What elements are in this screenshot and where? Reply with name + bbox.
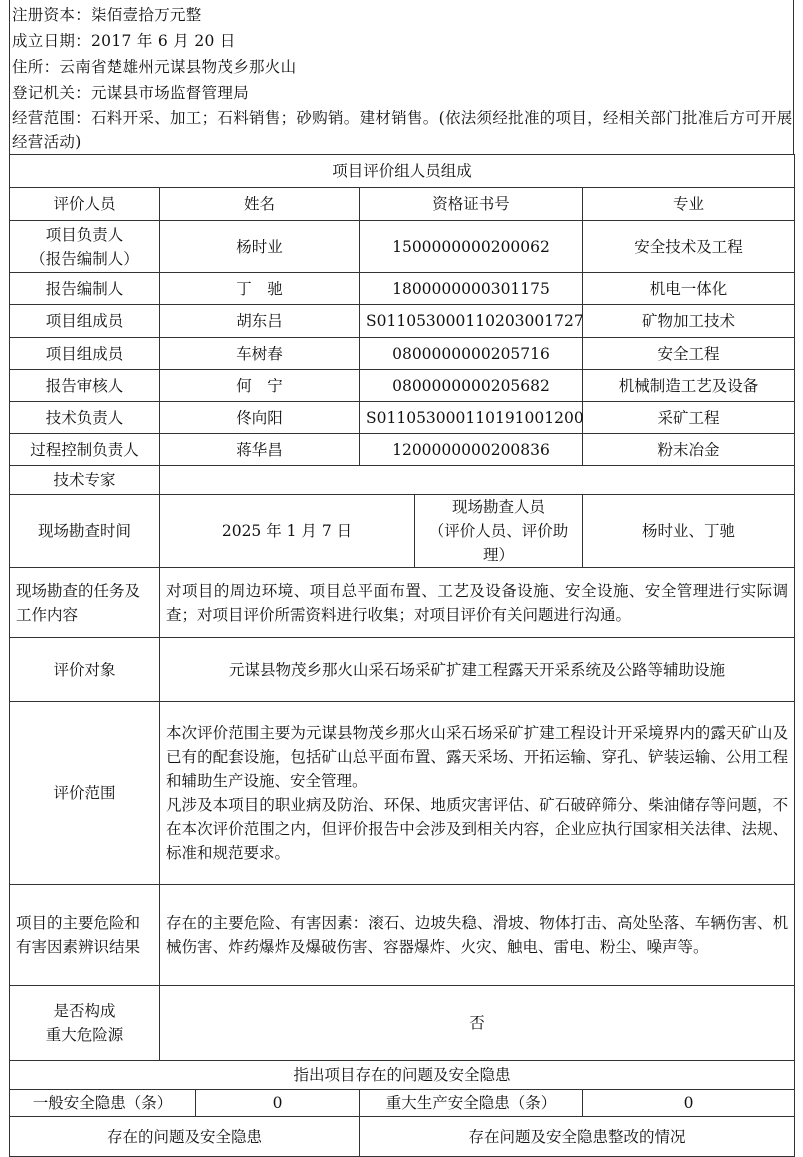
survey-time-value: 2025 年 1 月 7 日 — [160, 495, 415, 568]
major-hazard-label-line2: 重大危险源 — [45, 1026, 124, 1044]
member-cert: 0800000000205682 — [360, 370, 583, 402]
team-member-row — [10, 338, 795, 370]
team-member-row — [10, 370, 795, 402]
scope-label: 评价范围 — [10, 702, 160, 885]
scope-value — [160, 702, 795, 885]
member-role: 报告编制人 — [10, 273, 160, 305]
survey-task-row — [10, 568, 795, 638]
header-cert: 资格证书号 — [360, 188, 583, 221]
report-page — [9, 0, 794, 1157]
scope-paragraph-1: 本次评价范围主要为元谋县物茂乡那火山采石场采矿扩建工程设计开采境界内的露天矿山及已有的配套设施，包括矿山总平面布置、露天采场、开拓运输、穿孔、铲装运输、公用工程和辅助生产设施、安全管理。 — [166, 724, 789, 790]
major-hazard-row — [10, 986, 795, 1061]
member-name: 车树春 — [160, 338, 360, 370]
member-name: 杨时业 — [160, 221, 360, 273]
member-name: 胡东吕 — [160, 305, 360, 338]
issues-column-1: 存在的问题及安全隐患 — [10, 1117, 360, 1157]
team-title-row — [10, 155, 795, 188]
member-cert: 0800000000205716 — [360, 338, 583, 370]
scope-row — [10, 702, 795, 885]
hazard-value: 存在的主要危险、有害因素：滚石、边坡失稳、滑坡、物体打击、高处坠落、车辆伤害、机械伤害、炸药爆炸及爆破伤害、容器爆炸、火灾、触电、雷电、粉尘、噪声等。 — [160, 885, 795, 986]
member-cert: 1500000000200062 — [360, 221, 583, 273]
member-role: 报告审核人 — [10, 370, 160, 402]
member-name: 何 宁 — [160, 370, 360, 402]
issues-header-row — [10, 1117, 795, 1157]
member-cert: 1800000000301175 — [360, 273, 583, 305]
object-value: 元谋县物茂乡那火山采石场采矿扩建工程露天开采系统及公路等辅助设施 — [160, 638, 795, 702]
team-header-row — [10, 188, 795, 221]
member-major: 安全工程 — [583, 338, 795, 370]
team-title: 项目评价组人员组成 — [10, 155, 795, 188]
member-name: 丁 驰 — [160, 273, 360, 305]
survey-staff-label-line1: 现场勘查人员 — [451, 498, 545, 516]
expert-value — [160, 466, 795, 495]
major-hazard-count: 0 — [583, 1090, 795, 1117]
scope-paragraph-2: 凡涉及本项目的职业病及防治、环保、地质灾害评估、矿石破碎筛分、柴油储存等问题，不在本次评价范围之内，但评价报告中会涉及到相关内容，企业应执行国家相关法律、法规、标准和规范要求。 — [166, 796, 789, 862]
survey-row — [10, 495, 795, 568]
member-role-line2: （报告编制人） — [30, 249, 139, 268]
expert-row — [10, 466, 795, 495]
member-role: 过程控制负责人 — [10, 434, 160, 466]
issues-title: 指出项目存在的问题及安全隐患 — [10, 1061, 795, 1090]
survey-time-label: 现场勘查时间 — [10, 495, 160, 568]
member-major: 粉末冶金 — [583, 434, 795, 466]
member-major: 机械制造工艺及设备 — [583, 370, 795, 402]
member-role: 项目组成员 — [10, 305, 160, 338]
header-major: 专业 — [583, 188, 795, 221]
major-hazard-label — [10, 986, 160, 1061]
company-info — [9, 0, 794, 154]
member-major: 采矿工程 — [583, 402, 795, 434]
header-role: 评价人员 — [10, 188, 160, 221]
object-row — [10, 638, 795, 702]
evaluation-table — [9, 154, 795, 1157]
general-hazard-label: 一般安全隐患（条） — [10, 1090, 196, 1117]
member-major: 安全技术及工程 — [583, 221, 795, 273]
team-member-row — [10, 402, 795, 434]
major-hazard-count-label: 重大生产安全隐患（条） — [360, 1090, 583, 1117]
hazard-row — [10, 885, 795, 986]
issues-column-2: 存在问题及安全隐患整改的情况 — [360, 1117, 795, 1157]
survey-staff-label — [415, 495, 583, 568]
member-role — [10, 221, 160, 273]
team-member-row — [10, 434, 795, 466]
survey-task-value: 对项目的周边环境、项目总平面布置、工艺及设备设施、安全设施、安全管理进行实际调查；对项目评价所需资料进行收集；对项目评价有关问题进行沟通。 — [160, 568, 795, 638]
member-cert: 1200000000200836 — [360, 434, 583, 466]
survey-staff-label-line2: （评价人员、评价助理） — [428, 522, 569, 564]
member-cert: S011053000110203001727 — [360, 305, 583, 338]
address: 住所：云南省楚雄州元谋县物茂乡那火山 — [12, 58, 297, 76]
general-hazard-count: 0 — [196, 1090, 360, 1117]
expert-label: 技术专家 — [10, 466, 160, 495]
member-name: 蒋华昌 — [160, 434, 360, 466]
member-name: 佟向阳 — [160, 402, 360, 434]
issues-title-row — [10, 1061, 795, 1090]
member-major: 机电一体化 — [583, 273, 795, 305]
founded-date: 成立日期：2017 年 6 月 20 日 — [12, 32, 236, 50]
major-hazard-label-line1: 是否构成 — [53, 1002, 116, 1020]
team-member-row — [10, 305, 795, 338]
team-member-row — [10, 273, 795, 305]
business-scope: 经营范围：石料开采、加工；石料销售；砂购销。建材销售。(依法须经批准的项目，经相关部门批准后方可开展经营活动) — [12, 109, 793, 151]
issues-count-row — [10, 1090, 795, 1117]
registered-capital: 注册资本：柒佰壹拾万元整 — [12, 6, 202, 24]
member-role: 技术负责人 — [10, 402, 160, 434]
team-member-row — [10, 221, 795, 273]
member-cert: S011053000110191001200 — [360, 402, 583, 434]
member-role: 项目组成员 — [10, 338, 160, 370]
survey-task-label: 现场勘查的任务及工作内容 — [10, 568, 160, 638]
member-role-line1: 项目负责人 — [45, 225, 124, 244]
header-name: 姓名 — [160, 188, 360, 221]
object-label: 评价对象 — [10, 638, 160, 702]
registrar: 登记机关：元谋县市场监督管理局 — [12, 84, 250, 102]
member-major: 矿物加工技术 — [583, 305, 795, 338]
hazard-label: 项目的主要危险和有害因素辨识结果 — [10, 885, 160, 986]
survey-staff-value: 杨时业、丁驰 — [583, 495, 795, 568]
major-hazard-value: 否 — [160, 986, 795, 1061]
